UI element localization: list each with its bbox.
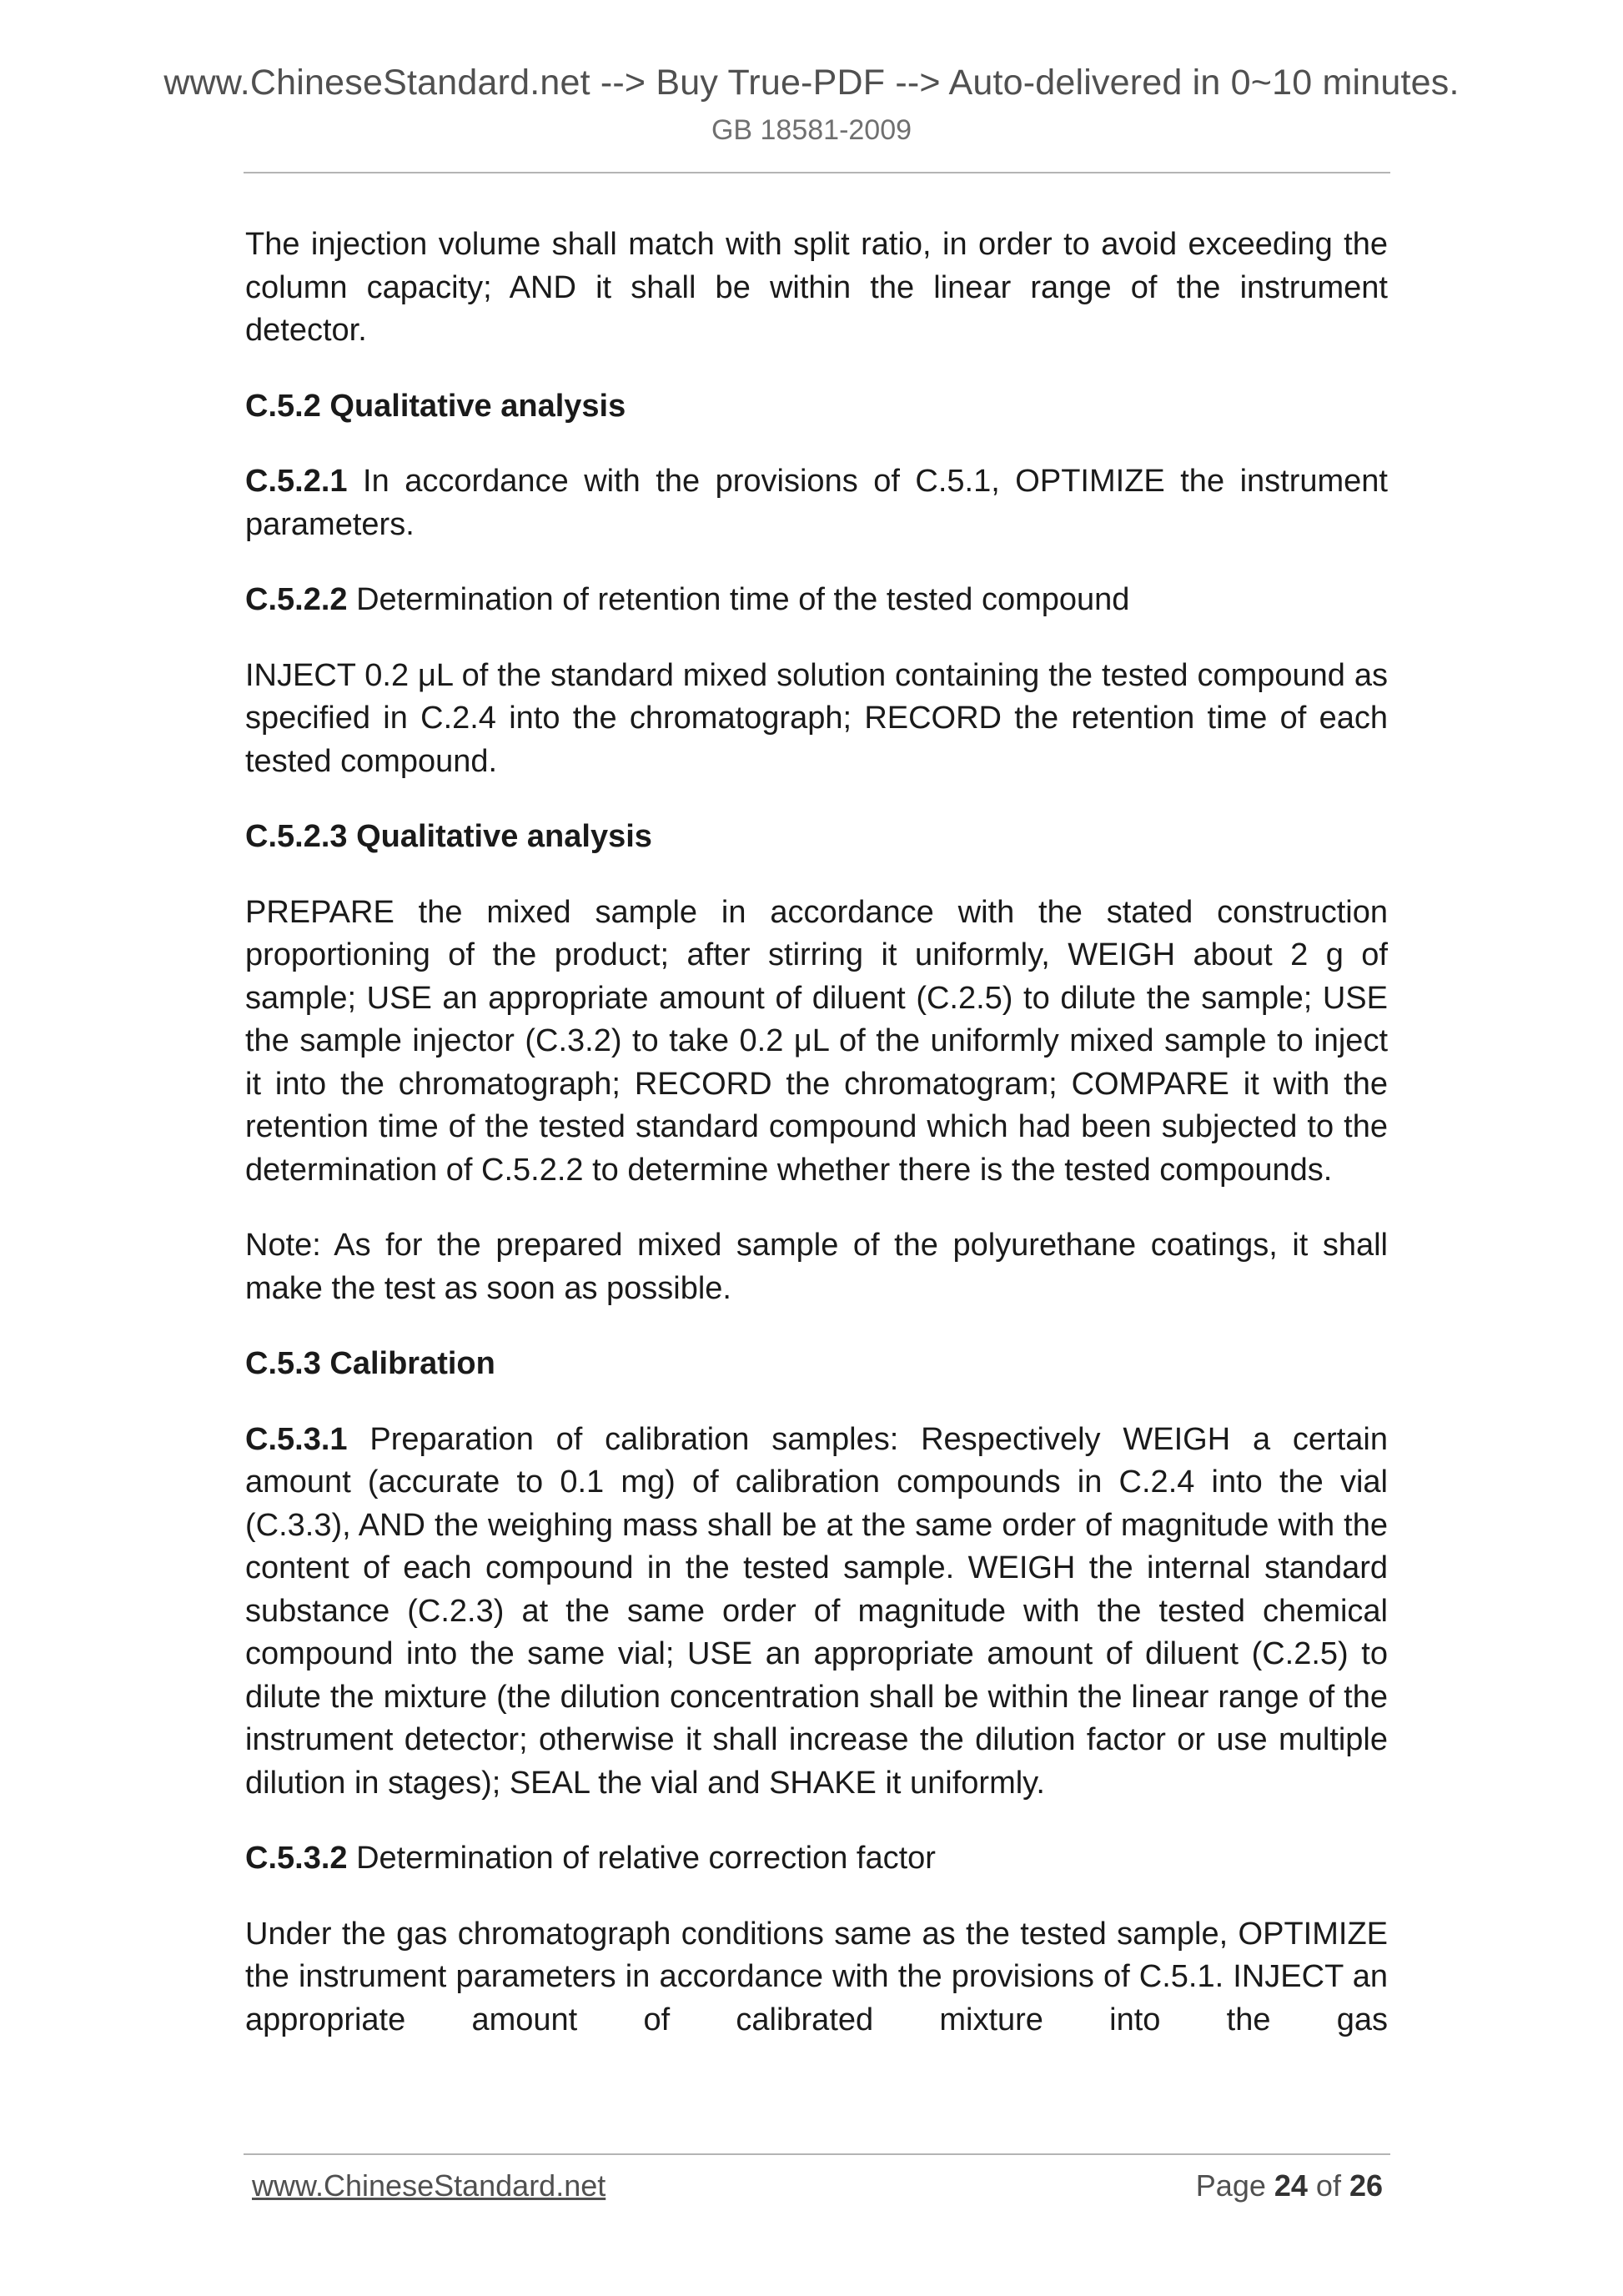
clause-number: C.5.3.2 <box>245 1841 348 1876</box>
clause-text: Determination of relative correction factor <box>347 1841 936 1876</box>
paragraph-prepare: PREPARE the mixed sample in accordance with the stated construction proportioning of the product; after stirring it uniformly, WEIGH about 2 g of sample; USE an appropriate amount of diluent (C.2.5) to dilute the sample; USE the sample injector (C.3.2) to take 0.2 μL of the uniformly mixed sample to inject it into the chromatograph; RECORD the chromatogram; COMPARE it with the retention time of the tested standard compound which had been subjected to the determination of C.5.2.2 to determine whether there is the tested compounds. <box>245 894 1388 1188</box>
footer-divider <box>244 2153 1390 2155</box>
clause-text: Preparation of calibration samples: Respectively WEIGH a certain amount (accurate to 0.1 mg) of calibration compounds in C.2.4 into the vial (C.3.3), AND the weighing mass shall be at the same order of magnitude with the content of each compound in the tested sample. WEIGH the internal standard substance (C.2.3) at the same order of magnitude with the tested chemical compound into the same vial; USE an appropriate amount of diluent (C.2.5) to dilute the mixture (the dilution concentration shall be within the linear range of the instrument detector; otherwise it shall increase the dilution factor or use multiple dilution in stages); SEAL the vial and SHAKE it uniformly. <box>245 1421 1388 1801</box>
heading-c53: C.5.3 Calibration <box>245 1346 495 1381</box>
clause-number: C.5.3.1 <box>245 1421 348 1457</box>
heading-c52: C.5.2 Qualitative analysis <box>245 388 626 424</box>
paragraph-injection-volume: The injection volume shall match with split ratio, in order to avoid exceeding the column capacity; AND it shall be within the linear range of the instrument detector. <box>245 227 1388 348</box>
clause-number: C.5.2.1 <box>245 464 348 499</box>
page-number <box>1196 2168 1383 2203</box>
header-divider <box>244 172 1390 173</box>
clause-text: In accordance with the provisions of C.5.1, OPTIMIZE the instrument parameters. <box>245 464 1388 542</box>
header-banner: www.ChineseStandard.net --> Buy True-PDF --> Auto-delivered in 0~10 minutes. <box>163 63 1460 103</box>
page-current: 24 <box>1274 2168 1308 2203</box>
clause-text: Determination of retention time of the tested compound <box>347 582 1130 617</box>
heading-c523: C.5.2.3 Qualitative analysis <box>245 819 652 854</box>
document-body <box>245 224 1388 2042</box>
clause-c531 <box>245 1419 1388 1806</box>
clause-c532 <box>245 1837 1388 1881</box>
standard-id: GB 18581-2009 <box>711 113 912 146</box>
paragraph-inject: INJECT 0.2 μL of the standard mixed solution containing the tested compound as specified in C.2.4 into the chromatograph; RECORD the retention time of each tested compound. <box>245 657 1388 779</box>
page-header <box>0 62 1623 147</box>
page-word: Page <box>1195 2168 1274 2203</box>
clause-c522 <box>245 579 1388 622</box>
page-total: 26 <box>1349 2168 1383 2203</box>
clause-number: C.5.2.2 <box>245 582 348 617</box>
paragraph-under: Under the gas chromatograph conditions same as the tested sample, OPTIMIZE the instrument parameters in accordance with the provisions of C.5.1. INJECT an appropriate amount of calibrated mixture into the gas <box>245 1916 1388 2037</box>
footer-site-link[interactable]: www.ChineseStandard.net <box>252 2168 606 2203</box>
clause-c521 <box>245 460 1388 546</box>
page-of: of <box>1307 2168 1349 2203</box>
paragraph-note: Note: As for the prepared mixed sample of the polyurethane coatings, it shall make the test as soon as possible. <box>245 1228 1388 1306</box>
